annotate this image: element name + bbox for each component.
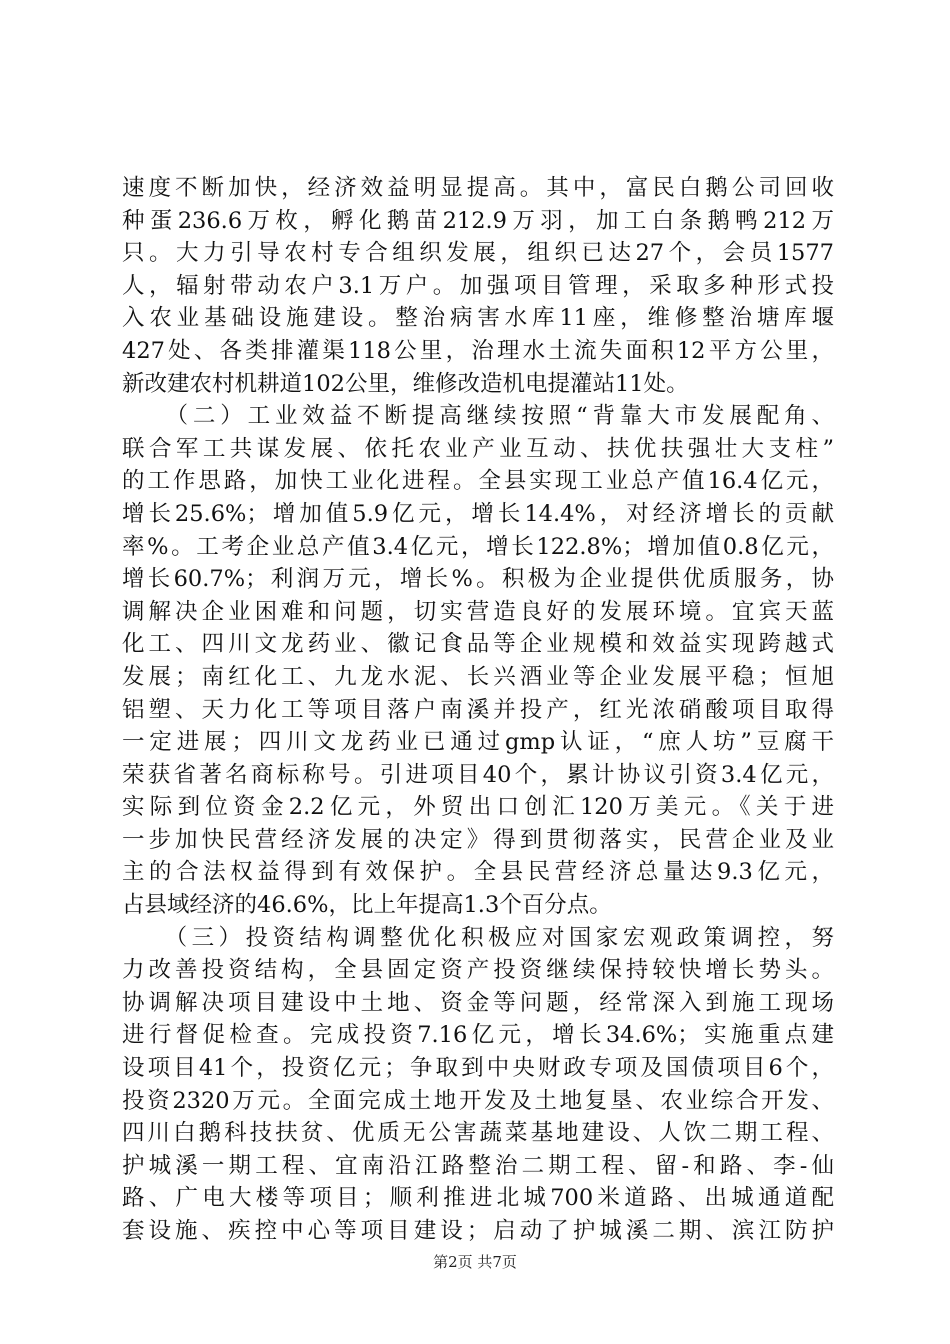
text-line: 发展；南红化工、九龙水泥、长兴酒业等企业发展平稳；恒旭 [122,663,834,690]
text-line: 进行督促检查。完成投资7.16亿元，增长34.6%；实施重点建 [122,1022,834,1049]
text-line: 主的合法权益得到有效保护。全县民营经济总量达9.3亿元， [122,859,834,886]
text-line: 入农业基础设施建设。整治病害水库11座，维修整治塘库堰 [122,305,834,332]
text-line: 套设施、疾控中心等项目建设；启动了护城溪二期、滨江防护 [122,1218,834,1244]
text-line: 新改建农村机耕道102公里，维修改造机电提灌站11处。 [122,370,689,397]
text-line: 路、广电大楼等项目；顺利推进北城700米道路、出城通道配 [122,1185,834,1212]
text-line: （三）投资结构调整优化积极应对国家宏观政策调控，努 [122,924,834,951]
text-line: 设项目41个，投资亿元；争取到中央财政专项及国债项目6个， [122,1055,834,1082]
text-line: 投资2320万元。全面完成土地开发及土地复垦、农业综合开发、 [122,1087,834,1114]
document-body [122,172,834,1248]
text-line: 护城溪一期工程、宜南沿江路整治二期工程、留-和路、李-仙 [122,1152,834,1179]
text-line: 的工作思路，加快工业化进程。全县实现工业总产值16.4亿元， [122,468,834,495]
text-line: 铝塑、天力化工等项目落户南溪并投产，红光浓硝酸项目取得 [122,696,834,723]
text-line: 力改善投资结构，全县固定资产投资继续保持较快增长势头。 [122,957,834,984]
text-line: 协调解决项目建设中土地、资金等问题，经常深入到施工现场 [122,989,834,1016]
text-line: 四川白鹅科技扶贫、优质无公害蔬菜基地建设、人饮二期工程、 [122,1120,834,1147]
text-line: 增长60.7%；利润万元，增长%。积极为企业提供优质服务，协 [122,566,834,593]
text-line: 人，辐射带动农户3.1万户。加强项目管理，采取多种形式投 [122,272,834,299]
text-line: 只。大力引导农村专合组织发展，组织已达27个，会员1577 [122,240,834,267]
text-line: （二）工业效益不断提高继续按照“背靠大市发展配角、 [122,403,834,430]
text-line: 增长25.6%；增加值5.9亿元，增长14.4%，对经济增长的贡献 [122,500,834,527]
text-line: 一定进展；四川文龙药业已通过gmp认证，“庶人坊”豆腐干 [122,729,834,756]
text-line: 种蛋236.6万枚，孵化鹅苗212.9万羽，加工白条鹅鸭212万 [122,207,834,234]
text-line: 427处、各类排灌渠118公里，治理水土流失面积12平方公里， [122,337,834,364]
text-line: 一步加快民营经济发展的决定》得到贯彻落实，民营企业及业 [122,826,834,853]
text-line: 实际到位资金2.2亿元，外贸出口创汇120万美元。《关于进 [122,794,834,821]
text-line: 速度不断加快，经济效益明显提高。其中，富民白鹅公司回收 [122,175,834,201]
text-line: 联合军工共谋发展、依托农业产业互动、扶优扶强壮大支柱” [122,435,834,462]
text-line: 化工、四川文龙药业、徽记食品等企业规模和效益实现跨越式 [122,631,834,658]
page-footer: 第2页 共7页 [433,1253,517,1271]
text-line: 占县域经济的46.6%，比上年提高1.3个百分点。 [122,892,612,919]
text-line: 调解决企业困难和问题，切实营造良好的发展环境。宜宾天蓝 [122,598,834,625]
text-line: 荣获省著名商标称号。引进项目40个，累计协议引资3.4亿元， [122,761,834,788]
text-line: 率%。工考企业总产值3.4亿元，增长122.8%；增加值0.8亿元， [122,533,834,560]
